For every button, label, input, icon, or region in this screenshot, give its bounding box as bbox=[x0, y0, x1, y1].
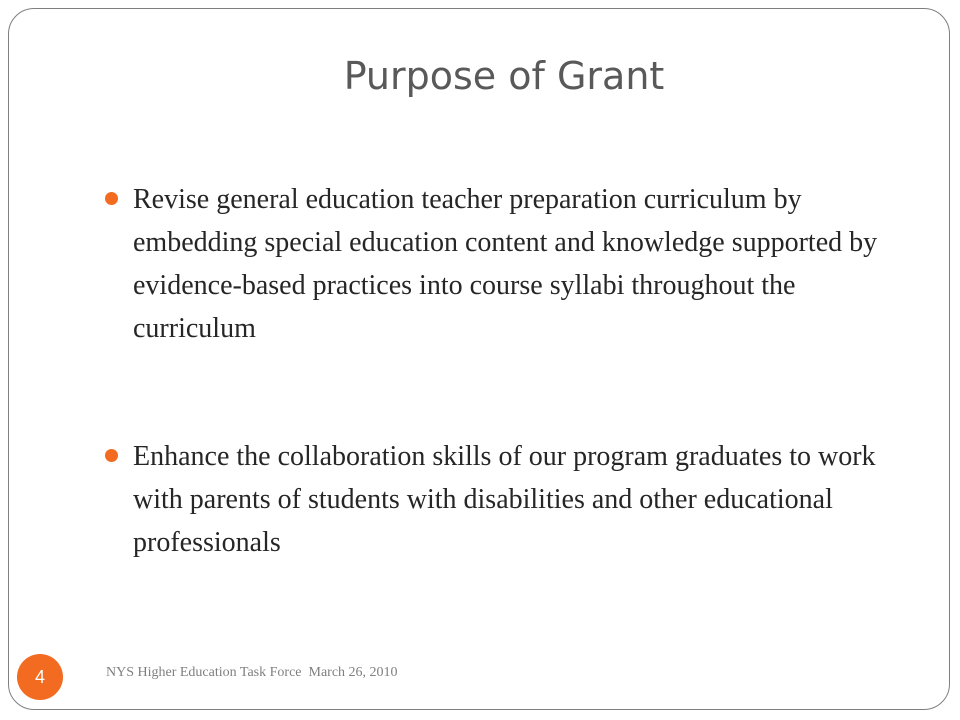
footer-text: NYS Higher Education Task Force March 26, 2010 bbox=[106, 665, 398, 680]
bullet-item bbox=[105, 435, 915, 564]
bullet-text: Enhance the collaboration skills of our program graduates to work with parents of students with disabilities and other educational professionals bbox=[133, 441, 876, 558]
bullet-list bbox=[105, 178, 915, 564]
bullet-text: Revise general education teacher preparation curriculum by embedding special education content and knowledge supported by evidence-based practices into course syllabi throughout the curriculum bbox=[133, 184, 878, 344]
bullet-dot-icon bbox=[105, 449, 118, 462]
bullet-dot-icon bbox=[105, 192, 118, 205]
slide-title: Purpose of Grant bbox=[343, 54, 665, 98]
page-number-badge: 4 bbox=[17, 654, 63, 700]
bullet-item bbox=[105, 178, 915, 350]
